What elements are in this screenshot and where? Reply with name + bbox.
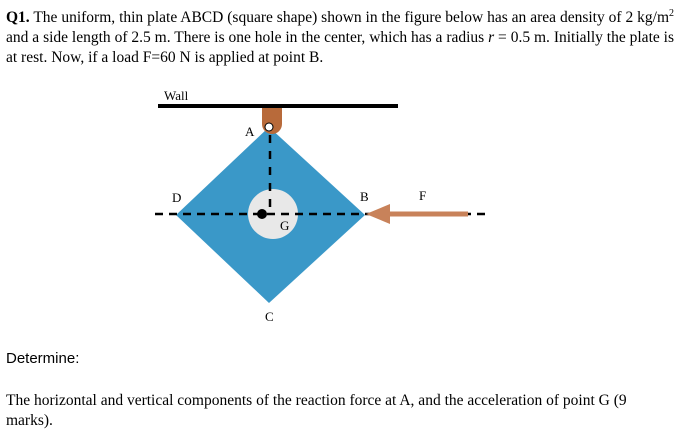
determine-label: Determine: <box>6 350 80 367</box>
task-text: The horizontal and vertical components of the reaction force at A, and the acceleration of point G (9 marks). <box>6 392 627 429</box>
question-text-part2: and a side length of 2.5 m. There is one hole in the center, which has a radius <box>6 29 489 47</box>
pin-joint <box>265 123 273 131</box>
point-g-dot <box>257 209 267 219</box>
area-unit-exponent: 2 <box>669 8 674 19</box>
force-arrow-head <box>366 204 390 224</box>
label-f: F <box>419 188 427 203</box>
question-text-part1: The uniform, thin plate ABCD (square shape) shown in the figure below has an area density of 2 kg/m <box>29 9 669 27</box>
label-b: B <box>360 189 369 204</box>
label-c: C <box>265 309 274 324</box>
label-d: D <box>172 190 182 205</box>
wall-label: Wall <box>164 88 189 103</box>
question-text-part3: = 0.5 m. Initially the plate is at rest. Now, if a load F=60 N is applied at point B. <box>6 29 674 67</box>
label-a: A <box>245 124 255 139</box>
question-number: Q1. <box>6 9 30 27</box>
label-g: G <box>280 218 290 233</box>
radius-symbol: r <box>488 29 495 47</box>
